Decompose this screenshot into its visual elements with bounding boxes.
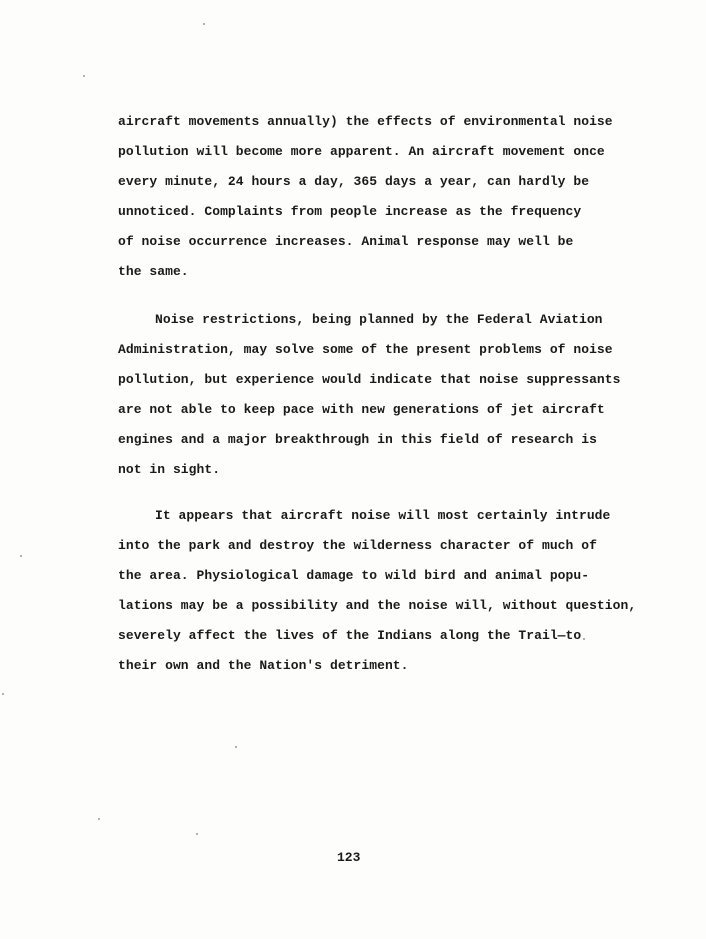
paragraph-line: not in sight. [118, 462, 221, 477]
paragraph-line: of noise occurrence increases. Animal response may well be [118, 234, 574, 249]
paragraph-line: severely affect the lives of the Indians along the Trail—to [118, 628, 582, 643]
paragraph-line: unnoticed. Complaints from people increase as the frequency [118, 204, 582, 219]
paragraph-line: are not able to keep pace with new generations of jet aircraft [118, 402, 605, 417]
paragraph-line: Noise restrictions, being planned by the Federal Aviation [155, 312, 603, 327]
paragraph-line: It appears that aircraft noise will most certainly intrude [155, 508, 611, 523]
scan-speck [196, 833, 198, 835]
paragraph-line: into the park and destroy the wilderness character of much of [118, 538, 597, 553]
paragraph-line: the area. Physiological damage to wild bird and animal popu- [118, 568, 590, 583]
scan-speck [98, 818, 100, 820]
paragraph-line: lations may be a possibility and the noise will, without question, [118, 598, 637, 613]
paragraph-line: aircraft movements annually) the effects of environmental noise [118, 114, 613, 129]
paragraph-line: pollution will become more apparent. An aircraft movement once [118, 144, 605, 159]
page-number: 123 [337, 850, 361, 865]
paragraph-line: every minute, 24 hours a day, 365 days a year, can hardly be [118, 174, 590, 189]
paragraph-line: engines and a major breakthrough in this field of research is [118, 432, 597, 447]
paragraph-line: Administration, may solve some of the present problems of noise [118, 342, 613, 357]
paragraph-line: pollution, but experience would indicate that noise suppressants [118, 372, 621, 387]
scan-speck [583, 638, 585, 640]
scan-speck [235, 746, 237, 748]
paragraph-line: their own and the Nation's detriment. [118, 658, 409, 673]
scan-speck [203, 23, 205, 25]
scan-speck [20, 555, 22, 557]
paragraph-line: the same. [118, 264, 189, 279]
scan-speck [2, 693, 4, 695]
scan-speck [83, 75, 85, 77]
